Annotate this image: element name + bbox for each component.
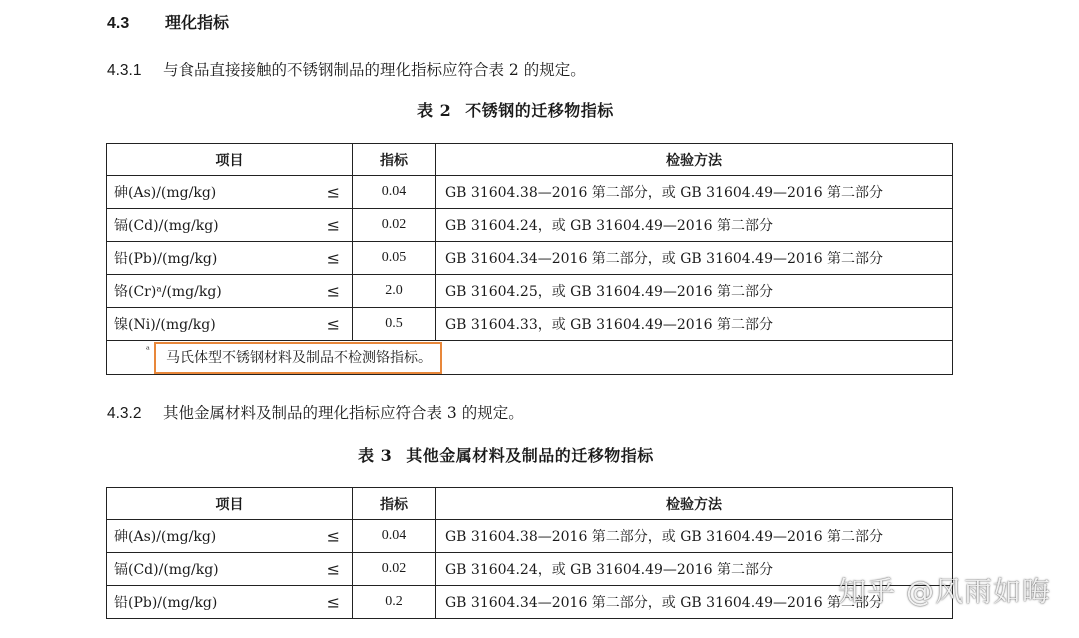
- value-cell: 0.2: [353, 586, 436, 619]
- table-row: [107, 308, 953, 341]
- table-header-row: [107, 488, 953, 520]
- item-cell: [107, 275, 353, 308]
- leq-symbol: ≤: [326, 182, 340, 202]
- method-cell: GB 31604.24，或 GB 31604.49—2016 第二部分: [436, 209, 953, 242]
- leq-symbol: ≤: [326, 526, 340, 546]
- item-label: 镍(Ni)/(mg/kg): [114, 317, 216, 333]
- column-header-value: 指标: [353, 144, 436, 176]
- column-header-item: 项目: [107, 488, 353, 520]
- note-cell: [107, 341, 953, 375]
- leq-symbol: ≤: [326, 281, 340, 301]
- section-heading: [107, 10, 229, 33]
- footnote-mark: ᵃ: [146, 345, 150, 356]
- leq-symbol: ≤: [326, 215, 340, 235]
- table3-caption-number: 表 3: [358, 446, 393, 465]
- table3: [106, 487, 953, 619]
- method-cell: GB 31604.38—2016 第二部分，或 GB 31604.49—2016 第二部分: [436, 176, 953, 209]
- table2-caption-title: 不锈钢的迁移物指标: [465, 101, 614, 120]
- item-label: 镉(Cd)/(mg/kg): [114, 218, 219, 234]
- item-cell: [107, 586, 353, 619]
- value-cell: 0.02: [353, 553, 436, 586]
- highlighted-note: 马氏体型不锈钢材料及制品不检测铬指标。: [154, 342, 442, 374]
- method-cell: GB 31604.25，或 GB 31604.49—2016 第二部分: [436, 275, 953, 308]
- value-cell: 2.0: [353, 275, 436, 308]
- watermark-text: 知乎 @风雨如晦: [838, 575, 1051, 608]
- table-header-row: [107, 144, 953, 176]
- section-title: 理化指标: [165, 13, 230, 32]
- clause-4-3-1: [107, 58, 586, 80]
- leq-symbol: ≤: [326, 314, 340, 334]
- table-note-row: [107, 341, 953, 375]
- value-cell: 0.02: [353, 209, 436, 242]
- item-cell: [107, 176, 353, 209]
- clause-number: 4.3.2: [107, 405, 142, 422]
- value-cell: 0.04: [353, 520, 436, 553]
- table-row: [107, 176, 953, 209]
- table-row: [107, 242, 953, 275]
- method-cell: GB 31604.24，或 GB 31604.49—2016 第二部分: [436, 553, 953, 586]
- table-row: [107, 586, 953, 619]
- item-label: 铬(Cr)ᵃ/(mg/kg): [114, 284, 222, 300]
- item-cell: [107, 520, 353, 553]
- method-cell: GB 31604.38—2016 第二部分，或 GB 31604.49—2016 第二部分: [436, 520, 953, 553]
- column-header-method: 检验方法: [436, 144, 953, 176]
- item-label: 铅(Pb)/(mg/kg): [114, 595, 218, 611]
- table3-caption-title: 其他金属材料及制品的迁移物指标: [406, 446, 654, 465]
- table2-caption-number: 表 2: [417, 101, 452, 120]
- table-row: [107, 275, 953, 308]
- value-cell: 0.5: [353, 308, 436, 341]
- clause-text: 其他金属材料及制品的理化指标应符合表 3 的规定。: [163, 404, 524, 422]
- item-label: 砷(As)/(mg/kg): [114, 185, 217, 201]
- method-cell: GB 31604.34—2016 第二部分，或 GB 31604.49—2016 第二部分: [436, 242, 953, 275]
- method-cell: GB 31604.34—2016 第二部分，或 GB 31604.49—2016 第二部分: [436, 586, 953, 619]
- leq-symbol: ≤: [326, 592, 340, 612]
- leq-symbol: ≤: [326, 248, 340, 268]
- item-cell: [107, 242, 353, 275]
- table2: [106, 143, 953, 375]
- column-header-method: 检验方法: [436, 488, 953, 520]
- item-cell: [107, 209, 353, 242]
- value-cell: 0.05: [353, 242, 436, 275]
- item-cell: [107, 308, 353, 341]
- section-number: 4.3: [107, 15, 130, 32]
- item-label: 铅(Pb)/(mg/kg): [114, 251, 218, 267]
- item-cell: [107, 553, 353, 586]
- item-label: 镉(Cd)/(mg/kg): [114, 562, 219, 578]
- method-cell: GB 31604.33，或 GB 31604.49—2016 第二部分: [436, 308, 953, 341]
- clause-4-3-2: [107, 401, 524, 423]
- table2-caption: [417, 98, 614, 121]
- leq-symbol: ≤: [326, 559, 340, 579]
- table-row: [107, 520, 953, 553]
- column-header-item: 项目: [107, 144, 353, 176]
- clause-text: 与食品直接接触的不锈钢制品的理化指标应符合表 2 的规定。: [163, 61, 586, 79]
- value-cell: 0.04: [353, 176, 436, 209]
- clause-number: 4.3.1: [107, 62, 142, 79]
- column-header-value: 指标: [353, 488, 436, 520]
- table-row: [107, 553, 953, 586]
- item-label: 砷(As)/(mg/kg): [114, 529, 217, 545]
- table-row: [107, 209, 953, 242]
- table3-caption: [358, 443, 654, 466]
